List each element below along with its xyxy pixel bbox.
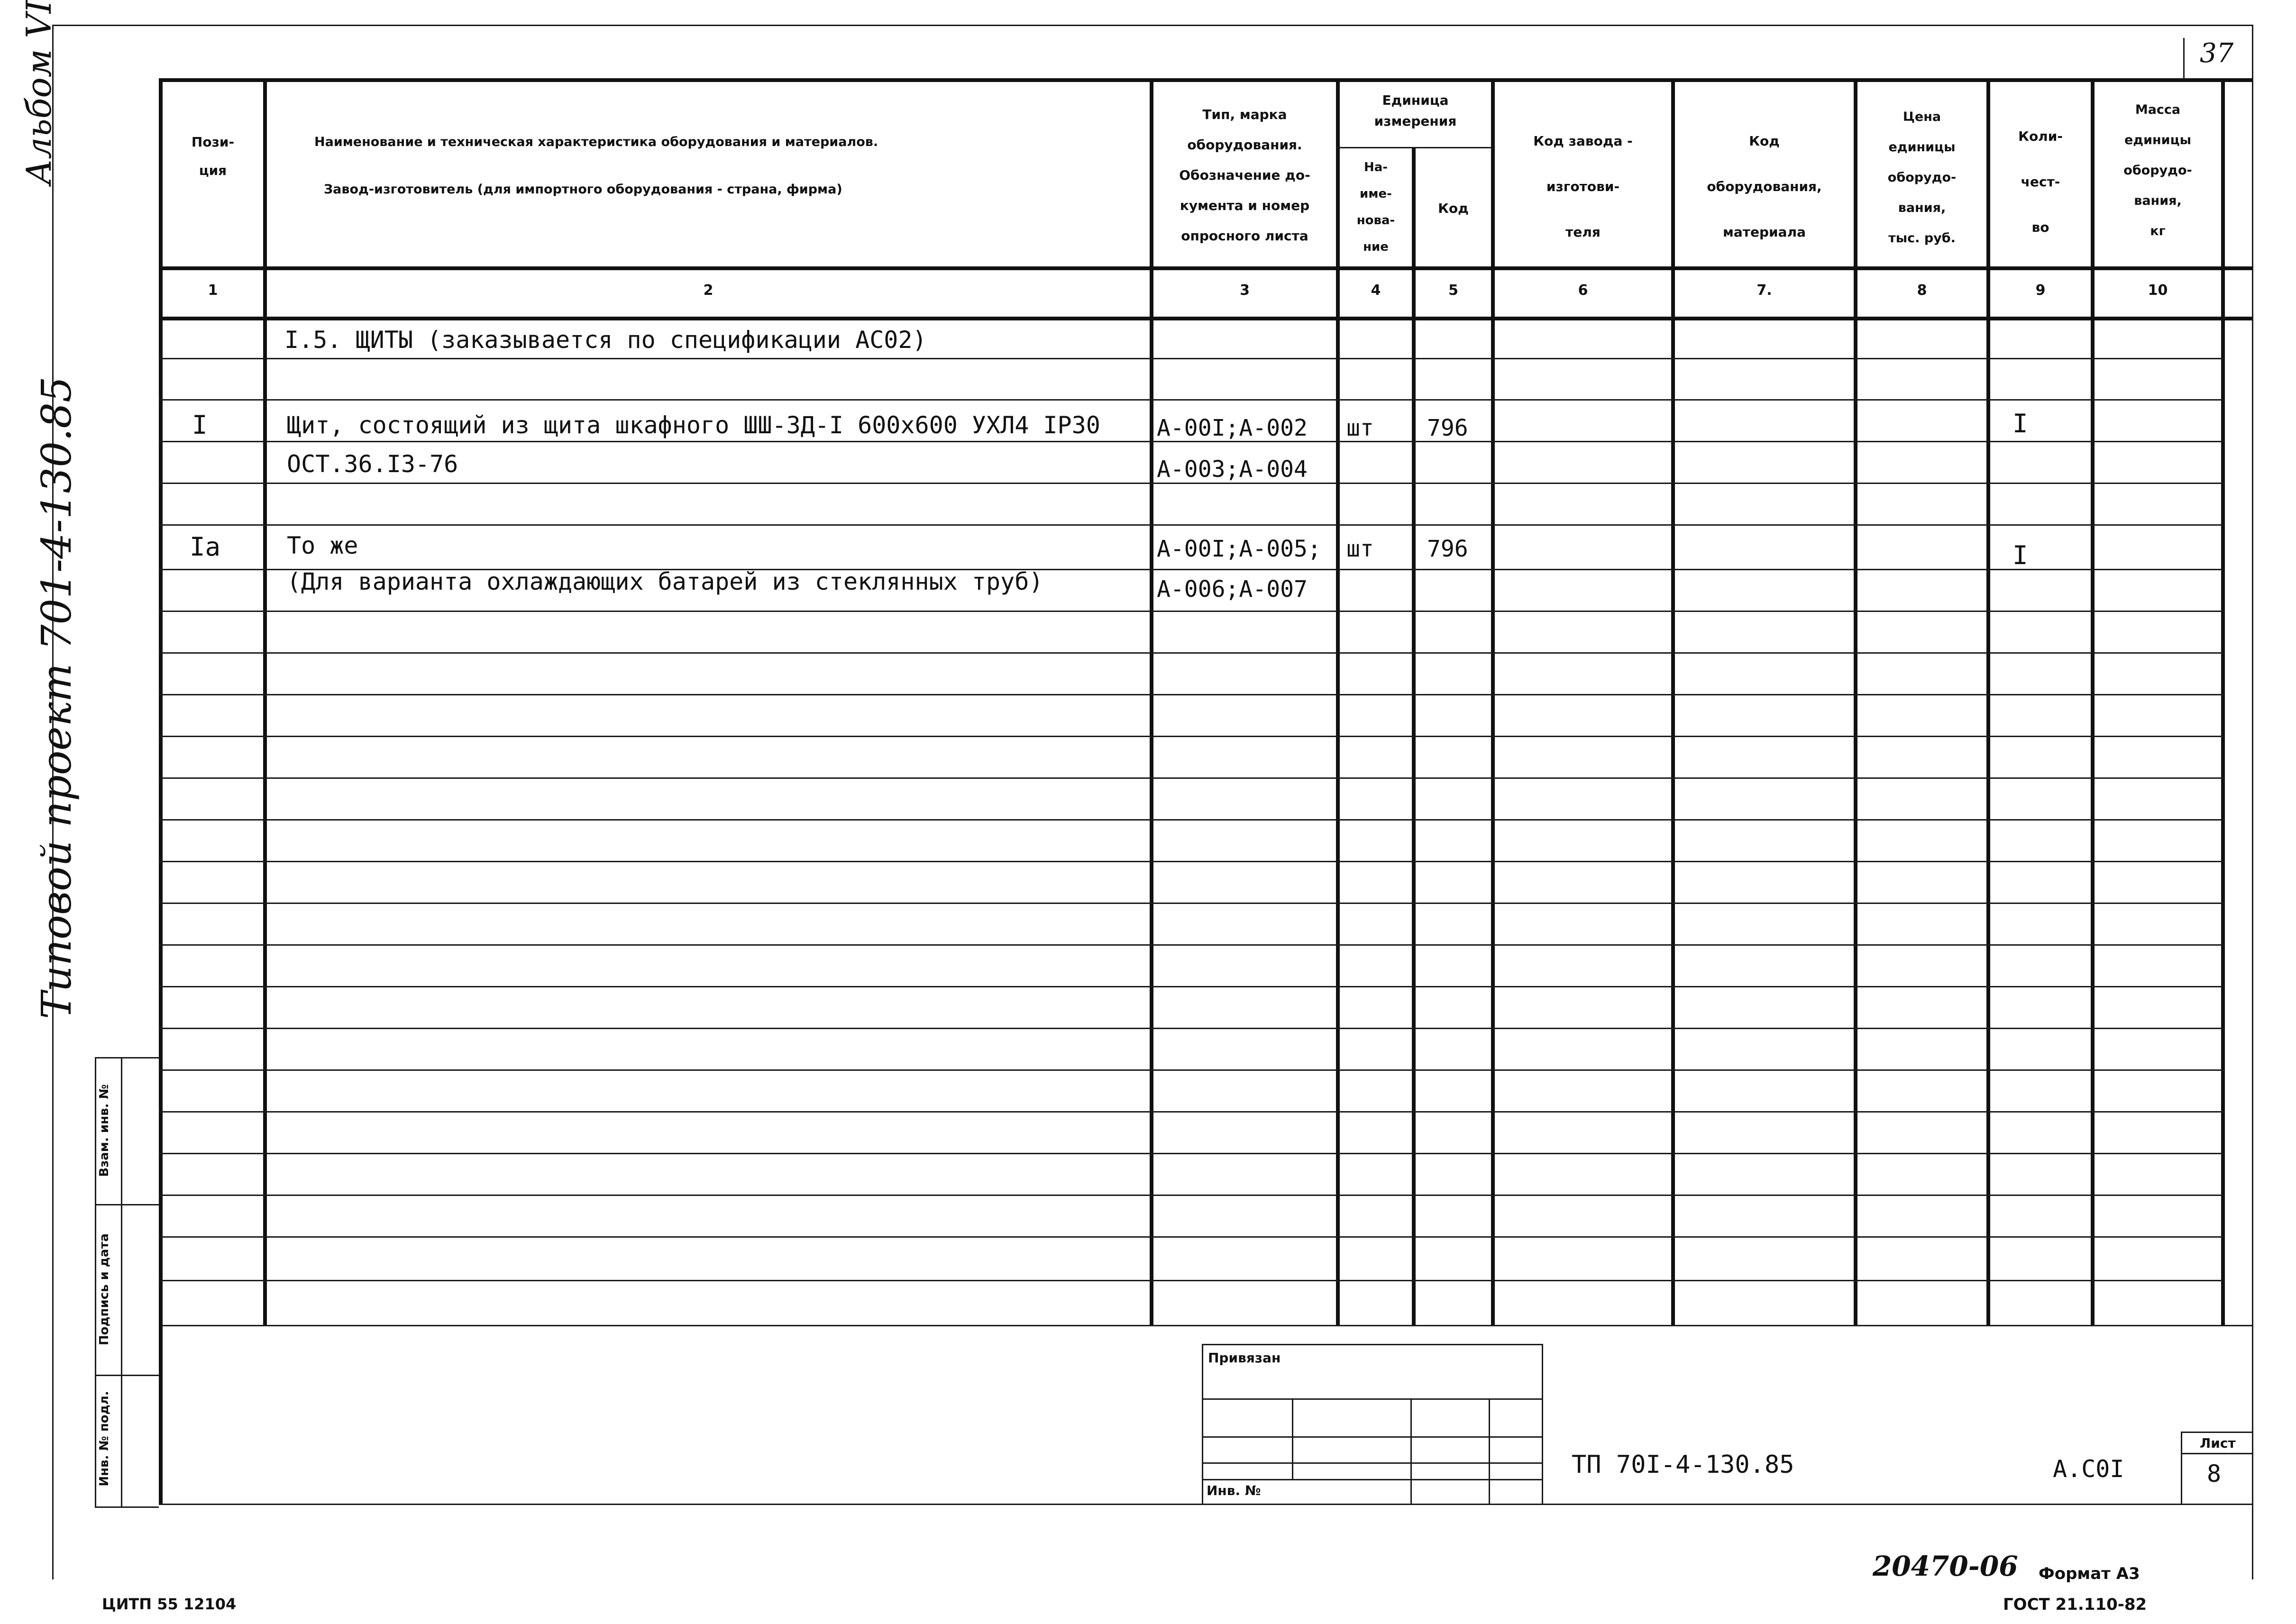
format-label: Формат А3 <box>2039 1564 2140 1583</box>
header-col9 <box>1990 114 2091 250</box>
header-col10-line3: оборудо- <box>2123 163 2192 178</box>
header-col3 <box>1153 100 1336 251</box>
header-col3-line2: оборудования. <box>1187 137 1302 153</box>
header-col8-line2: единицы <box>1888 140 1956 155</box>
project-label: Типовой проект 701-4-130.85 <box>33 376 81 1019</box>
header-col3-line4: кумента и номер <box>1180 198 1310 213</box>
header-col1 <box>163 128 263 185</box>
table-end-line <box>159 1325 2252 1326</box>
row4-name: (Для варианта охлаждающих батарей из стеклянных труб) <box>287 568 1043 595</box>
row1-doc: А-00I;А-002 <box>1157 415 1308 441</box>
row1-unit: шт <box>1346 415 1374 441</box>
row3-unit: шт <box>1346 536 1374 562</box>
col-num-3: 3 <box>1240 282 1250 299</box>
header-col8-line4: вания, <box>1898 201 1946 215</box>
col-divider-9 <box>2091 78 2095 1325</box>
col-divider-10 <box>2221 78 2225 1325</box>
row3-qty: I <box>2012 540 2028 570</box>
row1-position: I <box>192 410 208 440</box>
row1-name: Щит, состоящий из щита шкафного ШШ-ЗД-I 600х600 УХЛ4 IP30 <box>287 411 1100 439</box>
header-col8 <box>1857 102 1986 254</box>
col-num-1: 1 <box>208 282 218 299</box>
header-col8-line3: оборудо- <box>1887 170 1957 185</box>
row2-name: ОСТ.36.I3-76 <box>287 450 458 478</box>
stamp-sheet-code: А.С0I <box>2053 1455 2124 1483</box>
header-col7-line1: Код <box>1749 133 1780 149</box>
colnum-bottom-border <box>159 317 2252 320</box>
header-col10-line2: единицы <box>2124 133 2192 147</box>
header-unit-line1: Единица <box>1382 92 1449 108</box>
header-col9-line3: во <box>2031 219 2049 235</box>
header-col6 <box>1495 119 1671 255</box>
header-col6-line2: изготови- <box>1546 179 1620 194</box>
col-num-5: 5 <box>1448 282 1458 299</box>
unit-subheader-line <box>1336 147 1491 148</box>
col-num-8: 8 <box>1917 282 1927 299</box>
archive-number: 20470-06 <box>1873 1550 2018 1582</box>
row1-code: 796 <box>1427 415 1468 441</box>
col-divider-2 <box>1150 78 1153 1325</box>
table-left-border <box>159 78 163 1505</box>
header-col7 <box>1675 119 1854 255</box>
side-box-mid <box>121 1057 122 1507</box>
side-field-sign: Подпись и дата <box>97 1233 111 1346</box>
col-divider-1 <box>263 78 267 1325</box>
header-col4 <box>1340 154 1412 260</box>
col-num-9: 9 <box>2035 282 2046 299</box>
col-divider-6 <box>1671 78 1675 1325</box>
row3-doc: А-00I;А-005; <box>1157 536 1321 562</box>
stamp-privyazan: Привязан <box>1208 1350 1281 1366</box>
side-field-replace: Взам. инв. № <box>97 1084 111 1177</box>
row1-qty: I <box>2012 409 2028 438</box>
header-col8-line1: Цена <box>1903 109 1941 124</box>
top-margin-line <box>52 25 2252 26</box>
bottom-frame-line <box>159 1504 2252 1505</box>
header-col9-line2: чест- <box>2021 174 2060 190</box>
stamp-list-label: Лист <box>2200 1435 2236 1451</box>
row3-name: То же <box>287 532 358 559</box>
header-col4-line3: нова- <box>1356 213 1395 228</box>
page-number-box-left <box>2183 38 2185 81</box>
header-col10-line1: Масса <box>2135 102 2181 117</box>
stamp-list-number: 8 <box>2207 1460 2222 1487</box>
row2-doc: А-003;А-004 <box>1157 456 1308 483</box>
album-label: Альбом VI <box>19 0 59 185</box>
header-col5: Код <box>1438 201 1469 216</box>
col-num-4: 4 <box>1371 282 1381 299</box>
side-box-bottom <box>95 1506 159 1508</box>
row3-position: Iа <box>190 532 221 562</box>
header-col10-line4: вания, <box>2134 193 2182 208</box>
col-divider-3 <box>1336 78 1340 1325</box>
header-col1-line2: ция <box>199 163 227 178</box>
header-unit-top <box>1340 90 1491 132</box>
header-col2-line2: Завод-изготовитель (для импортного оборудования - страна, фирма) <box>324 182 842 197</box>
header-col8-line5: тыс. руб. <box>1888 231 1956 246</box>
col-divider-5 <box>1491 78 1495 1325</box>
col-num-6: 6 <box>1578 282 1588 299</box>
row3-code: 796 <box>1427 536 1468 562</box>
header-col3-line5: опросного листа <box>1181 228 1308 244</box>
header-col3-line3: Обозначение до- <box>1179 167 1310 183</box>
header-col6-line1: Код завода - <box>1533 133 1633 149</box>
header-col4-line2: име- <box>1360 187 1392 201</box>
side-box-left <box>95 1057 96 1507</box>
side-box-div1 <box>95 1204 159 1205</box>
header-col7-line3: материала <box>1723 224 1806 240</box>
citp-label: ЦИТП 55 12104 <box>102 1595 237 1613</box>
header-unit-line2: измерения <box>1374 113 1457 129</box>
header-col2 <box>267 119 1197 213</box>
header-col1-line1: Пози- <box>191 134 235 150</box>
header-bottom-border <box>159 266 2252 270</box>
side-box-div2 <box>95 1375 159 1376</box>
col-divider-7 <box>1854 78 1857 1325</box>
header-col3-line1: Тип, марка <box>1202 107 1287 122</box>
header-col4-line4: ние <box>1363 240 1389 254</box>
side-box-top <box>95 1057 159 1058</box>
header-col9-line1: Коли- <box>2018 128 2063 144</box>
col-divider-8 <box>1986 78 1990 1325</box>
stamp-inv-no: Инв. № <box>1207 1483 1261 1498</box>
col-num-2: 2 <box>703 282 713 299</box>
header-col10-line5: кг <box>2150 224 2166 238</box>
side-field-inv: Инв. № подл. <box>97 1391 111 1487</box>
header-col7-line2: оборудования, <box>1707 179 1822 194</box>
header-col4-line1: На- <box>1363 160 1388 174</box>
table-top-border <box>159 78 2252 82</box>
page-number: 37 <box>2200 38 2234 69</box>
header-col10 <box>2095 95 2221 246</box>
right-margin-line <box>2252 25 2253 1579</box>
header-col6-line3: теля <box>1565 224 1601 240</box>
stamp-doc-code: ТП 70I-4-130.85 <box>1572 1451 1794 1479</box>
row4-doc: А-006;А-007 <box>1157 576 1308 602</box>
header-col2-line1: Наименование и техническая характеристика оборудования и материалов. <box>314 135 878 149</box>
col-num-10: 10 <box>2148 282 2168 299</box>
col-num-7: 7. <box>1756 282 1772 299</box>
gost-label: ГОСТ 21.110-82 <box>2003 1595 2147 1614</box>
section-heading: I.5. ЩИТЫ (заказывается по спецификации АС02) <box>284 326 927 354</box>
